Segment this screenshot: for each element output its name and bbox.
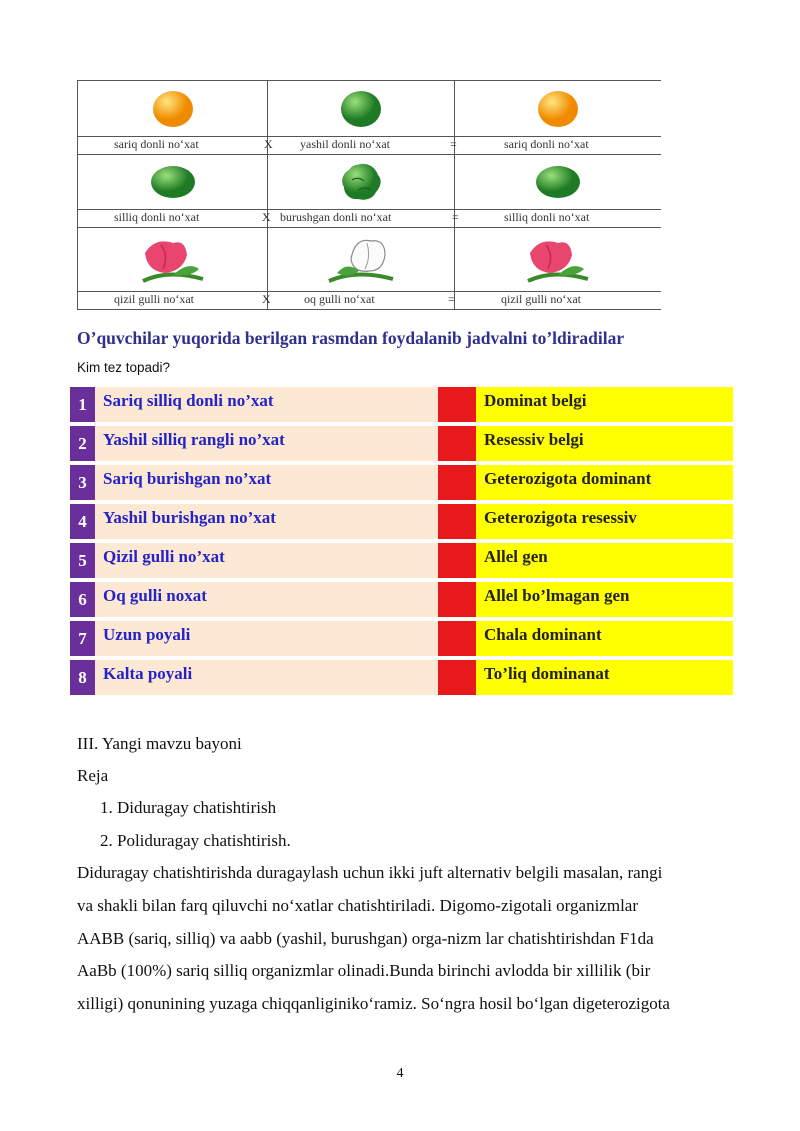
answer-letter: D: [438, 504, 476, 539]
term-cell: Chala dominant: [476, 621, 733, 656]
illustration-caption-row: [78, 291, 661, 310]
caption-middle: burushgan donli no‘xat: [280, 210, 392, 224]
caption-equals: =: [450, 137, 457, 151]
row-number: 1: [70, 387, 95, 422]
paragraph-line: AABB (sariq, silliq) va aabb (yashil, burushgan) orga-nizm lar chatishtirishdan F1da: [77, 929, 654, 948]
illustration-caption-row: [78, 136, 661, 155]
matching-row: [70, 387, 733, 422]
answer-letter: C: [438, 465, 476, 500]
answer-letter: F: [438, 582, 476, 617]
matching-row: [70, 660, 733, 695]
answer-letter: G: [438, 621, 476, 656]
red-flower-image: [133, 231, 213, 287]
caption-right: silliq donli no‘xat: [504, 210, 590, 224]
caption-operator: X: [262, 210, 271, 224]
yellow-pea-image: [535, 89, 581, 129]
trait-cell: Qizil gulli no’xat: [95, 543, 438, 578]
illustration-image-row: [78, 227, 661, 292]
plan-item: 2. Poliduragay chatishtirish.: [100, 831, 291, 850]
term-cell: Dominat belgi: [476, 387, 733, 422]
task-heading: O’quvchilar yuqorida berilgan rasmdan foydalanib jadvalni to’ldiradilar: [77, 328, 625, 348]
term-cell: Geterozigota dominant: [476, 465, 733, 500]
trait-cell: Kalta poyali: [95, 660, 438, 695]
matching-row: [70, 426, 733, 461]
trait-cell: Sariq silliq donli no’xat: [95, 387, 438, 422]
matching-row: [70, 504, 733, 539]
trait-cell: Yashil burishgan no’xat: [95, 504, 438, 539]
task-subheading: Kim tez topadi?: [77, 360, 171, 375]
answer-letter: H: [438, 660, 476, 695]
row-number: 6: [70, 582, 95, 617]
row-number: 2: [70, 426, 95, 461]
answer-letter: E: [438, 543, 476, 578]
trait-cell: Yashil silliq rangli no’xat: [95, 426, 438, 461]
caption-middle: oq gulli no‘xat: [304, 292, 375, 306]
term-cell: Allel bo’lmagan gen: [476, 582, 733, 617]
caption-equals: =: [448, 292, 455, 306]
page-number: 4: [396, 1066, 404, 1081]
yellow-pea-image: [150, 89, 196, 129]
caption-operator: X: [264, 137, 273, 151]
illustration-caption-row: [78, 209, 661, 228]
matching-row: [70, 621, 733, 656]
term-cell: Allel gen: [476, 543, 733, 578]
red-flower-image: [518, 231, 598, 287]
pea-illustration-table: [77, 80, 661, 310]
green-pea-image: [338, 89, 384, 129]
matching-row: [70, 465, 733, 500]
term-cell: Geterozigota resessiv: [476, 504, 733, 539]
trait-cell: Sariq burishgan no’xat: [95, 465, 438, 500]
row-number: 4: [70, 504, 95, 539]
caption-right: qizil gulli no‘xat: [501, 292, 581, 306]
paragraph-line: Diduragay chatishtirishda duragaylash uchun ikki juft alternativ belgili masalan, rangi: [77, 863, 663, 882]
row-number: 3: [70, 465, 95, 500]
paragraph-line: AaBb (100%) sariq silliq organizmlar olinadi.Bunda birinchi avlodda bir xillilik (bir: [77, 961, 651, 980]
row-number: 8: [70, 660, 95, 695]
paragraph-line: va shakli bilan farq qiluvchi no‘xatlar chatishtiriladi. Digomo-zigotali organizmlar: [77, 896, 638, 915]
illustration-image-row: [78, 154, 661, 210]
white-flower-image: [321, 231, 401, 287]
plan-label: Reja: [77, 766, 109, 785]
paragraph-line: xilligi) qonunining yuzaga chiqqanliginiko‘ramiz. So‘ngra hosil bo‘lgan digeterozigota: [77, 994, 670, 1013]
caption-left: sariq donli no‘xat: [114, 137, 199, 151]
term-cell: To’liq dominanat: [476, 660, 733, 695]
smooth-green-pea-image: [148, 163, 198, 201]
illustration-image-row: [78, 81, 661, 137]
caption-operator: X: [262, 292, 271, 306]
term-cell: Resessiv belgi: [476, 426, 733, 461]
caption-left: silliq donli no‘xat: [114, 210, 200, 224]
section-title: III. Yangi mavzu bayoni: [77, 734, 242, 753]
caption-middle: yashil donli no‘xat: [300, 137, 390, 151]
matching-row: [70, 582, 733, 617]
wrinkled-green-pea-image: [338, 160, 384, 204]
trait-cell: Oq gulli noxat: [95, 582, 438, 617]
caption-right: sariq donli no‘xat: [504, 137, 589, 151]
matching-row: [70, 543, 733, 578]
caption-left: qizil gulli no‘xat: [114, 292, 194, 306]
answer-letter: B: [438, 426, 476, 461]
caption-equals: =: [452, 210, 459, 224]
trait-cell: Uzun poyali: [95, 621, 438, 656]
smooth-green-pea-image: [533, 163, 583, 201]
plan-item: 1. Diduragay chatishtirish: [100, 798, 277, 817]
answer-letter: A: [438, 387, 476, 422]
row-number: 5: [70, 543, 95, 578]
row-number: 7: [70, 621, 95, 656]
